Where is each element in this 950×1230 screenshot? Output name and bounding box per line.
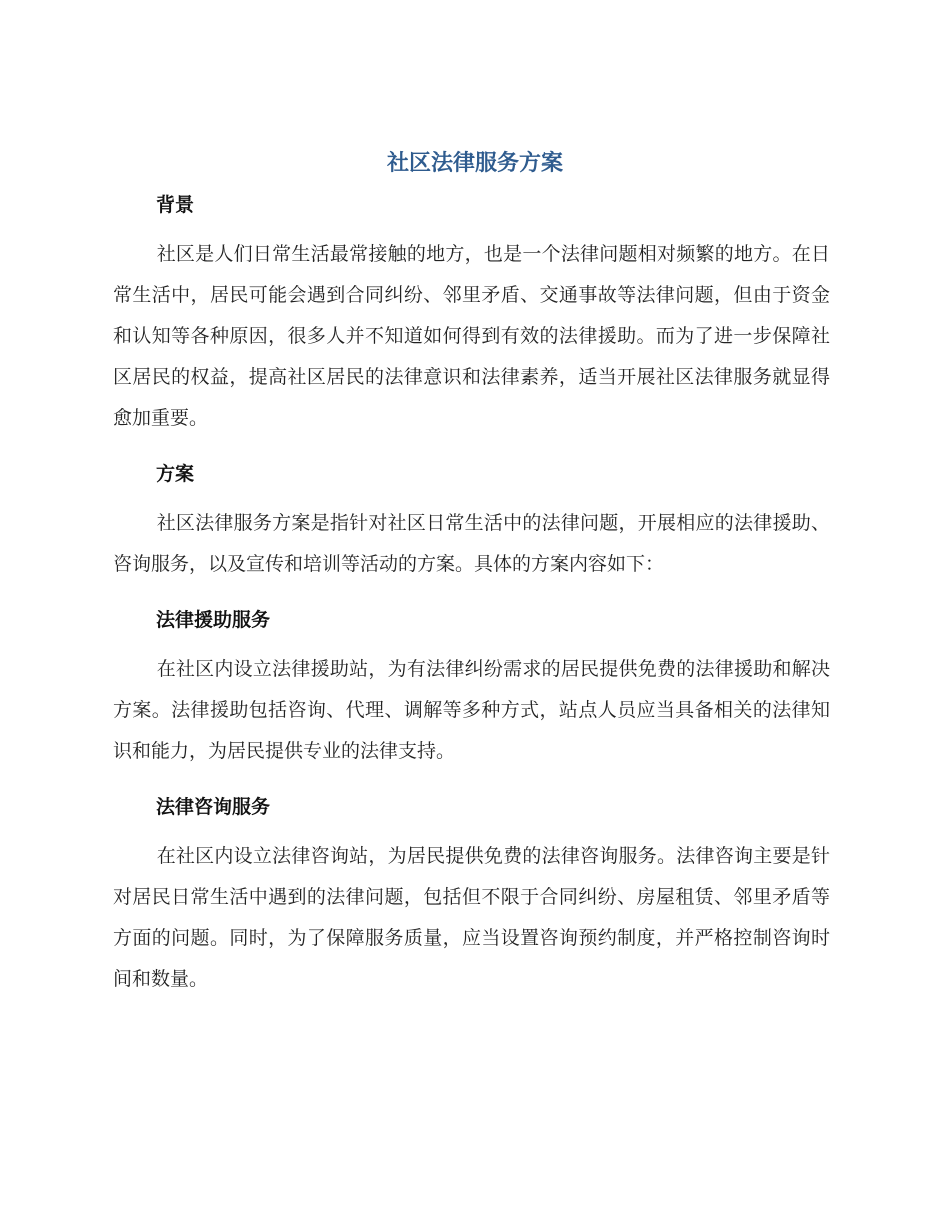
section-legal-aid <box>113 605 830 792</box>
section-paragraph: 社区法律服务方案是指针对社区日常生活中的法律问题，开展相应的法律援助、咨询服务，以及宣传和培训等活动的方案。具体的方案内容如下： <box>113 512 830 575</box>
section-heading: 背景 <box>156 194 195 216</box>
section-legal-consulting <box>113 792 830 1000</box>
section-background <box>113 190 830 459</box>
section-heading: 法律援助服务 <box>156 609 271 631</box>
document-title: 社区法律服务方案 <box>386 151 563 176</box>
section-heading: 法律咨询服务 <box>156 796 271 818</box>
section-paragraph: 社区是人们日常生活最常接触的地方，也是一个法律问题相对频繁的地方。在日常生活中，居民可能会遇到合同纠纷、邻里矛盾、交通事故等法律问题，但由于资金和认知等各种原因，很多人并不知道如何得到有效的法律援助。而为了进一步保障社区居民的权益，提高社区居民的法律意识和法律素养，适当开展社区法律服务就显得愈加重要。 <box>113 243 830 429</box>
section-plan <box>113 459 830 605</box>
document-body <box>113 190 830 1000</box>
section-paragraph: 在社区内设立法律援助站，为有法律纠纷需求的居民提供免费的法律援助和解决方案。法律援助包括咨询、代理、调解等多种方式，站点人员应当具备相关的法律知识和能力，为居民提供专业的法律支持。 <box>113 658 830 762</box>
section-heading: 方案 <box>156 463 195 485</box>
section-paragraph: 在社区内设立法律咨询站，为居民提供免费的法律咨询服务。法律咨询主要是针对居民日常生活中遇到的法律问题，包括但不限于合同纠纷、房屋租赁、邻里矛盾等方面的问题。同时，为了保障服务质量，应当设置咨询预约制度，并严格控制咨询时间和数量。 <box>113 845 830 990</box>
